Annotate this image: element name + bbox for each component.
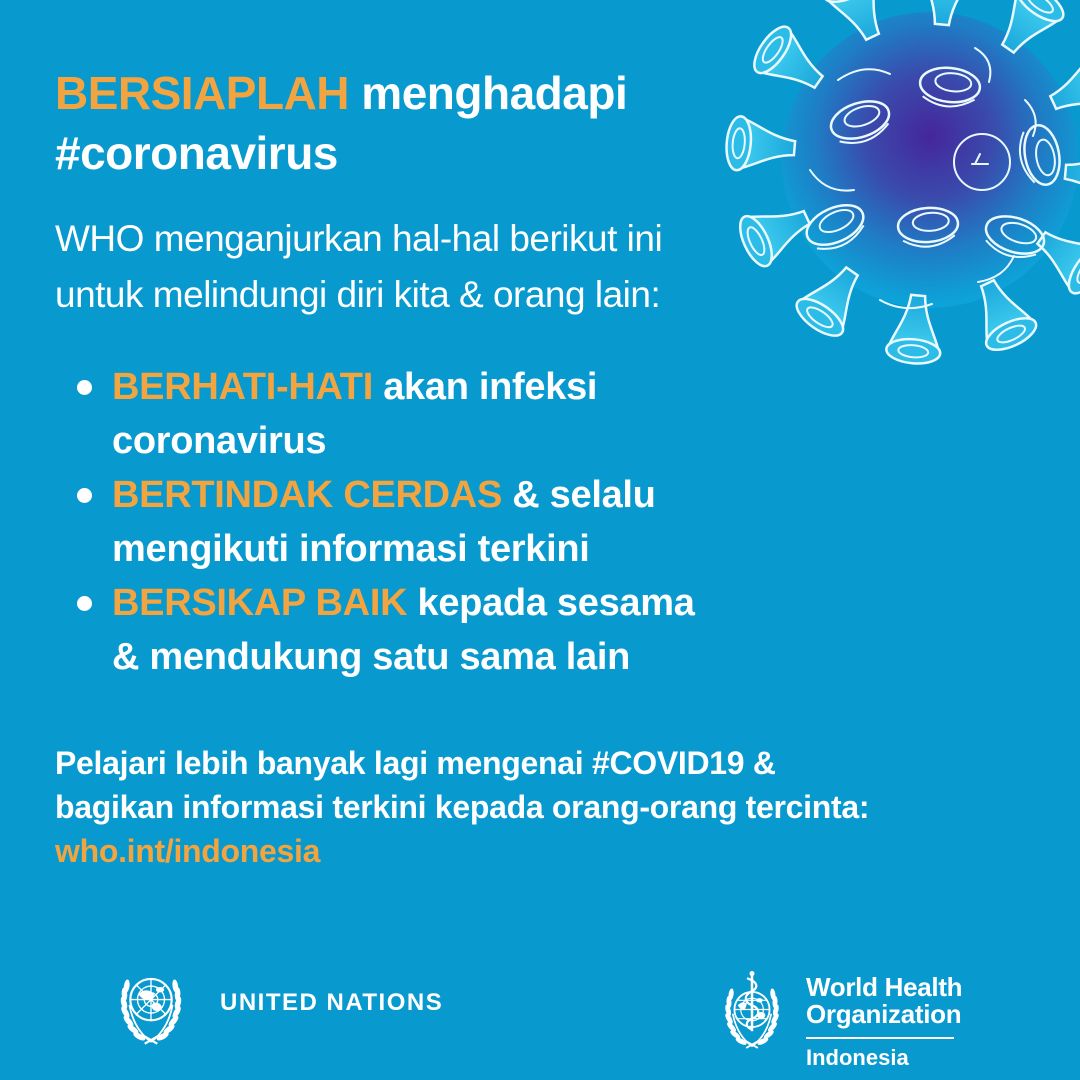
who-url-text: who.int/indonesia xyxy=(55,833,321,869)
intro-line1: WHO menganjurkan hal-hal berikut ini xyxy=(55,218,663,259)
title-line1 xyxy=(55,63,627,123)
un-emblem-icon xyxy=(104,960,198,1050)
bullet-highlight: BERHATI-HATI xyxy=(112,366,373,408)
advice-list xyxy=(55,360,695,684)
cta-line1: Pelajari lebih banyak lagi mengenai #COVID19 & xyxy=(55,745,776,781)
bullet-rest: & selalu xyxy=(502,474,656,516)
coronavirus-illustration xyxy=(720,0,1080,400)
who-region-label: Indonesia xyxy=(806,1045,909,1070)
bullet-line2: & mendukung satu sama lain xyxy=(112,636,630,678)
un-logo-block xyxy=(104,960,443,1050)
intro-line2: untuk melindungi diri kita & orang lain: xyxy=(55,274,661,315)
title-line1-rest: menghadapi xyxy=(349,67,628,119)
list-item xyxy=(55,360,695,468)
bullet-line1 xyxy=(112,360,695,414)
bullet-highlight: BERSIKAP BAIK xyxy=(112,582,408,624)
bullet-highlight: BERTINDAK CERDAS xyxy=(112,474,502,516)
title-highlight: BERSIAPLAH xyxy=(55,67,350,119)
bullet-line1 xyxy=(112,468,695,522)
bullet-rest: akan infeksi xyxy=(372,366,598,408)
who-logo-block xyxy=(710,966,962,1071)
bullet-line2: coronavirus xyxy=(112,420,327,462)
intro-text xyxy=(55,211,662,323)
who-name-line2: Organization xyxy=(806,999,962,1029)
who-name-line1: World Health xyxy=(806,972,963,1002)
who-wordmark xyxy=(806,974,962,1071)
bullet-line1 xyxy=(112,576,695,630)
bullet-dot-icon xyxy=(77,488,92,503)
cta-text xyxy=(55,741,869,873)
list-item xyxy=(55,576,695,684)
bullet-line2: mengikuti informasi terkini xyxy=(112,528,590,570)
title-line2: #coronavirus xyxy=(55,127,338,179)
bullet-dot-icon xyxy=(77,596,92,611)
bullet-dot-icon xyxy=(77,380,92,395)
list-item xyxy=(55,468,695,576)
who-emblem-icon xyxy=(710,966,794,1058)
un-label: UNITED NATIONS xyxy=(220,989,444,1016)
bullet-rest: kepada sesama xyxy=(407,582,695,624)
who-divider xyxy=(806,1037,954,1039)
cta-line2: bagikan informasi terkini kepada orang-orang tercinta: xyxy=(55,789,870,825)
poster-title xyxy=(55,63,627,183)
